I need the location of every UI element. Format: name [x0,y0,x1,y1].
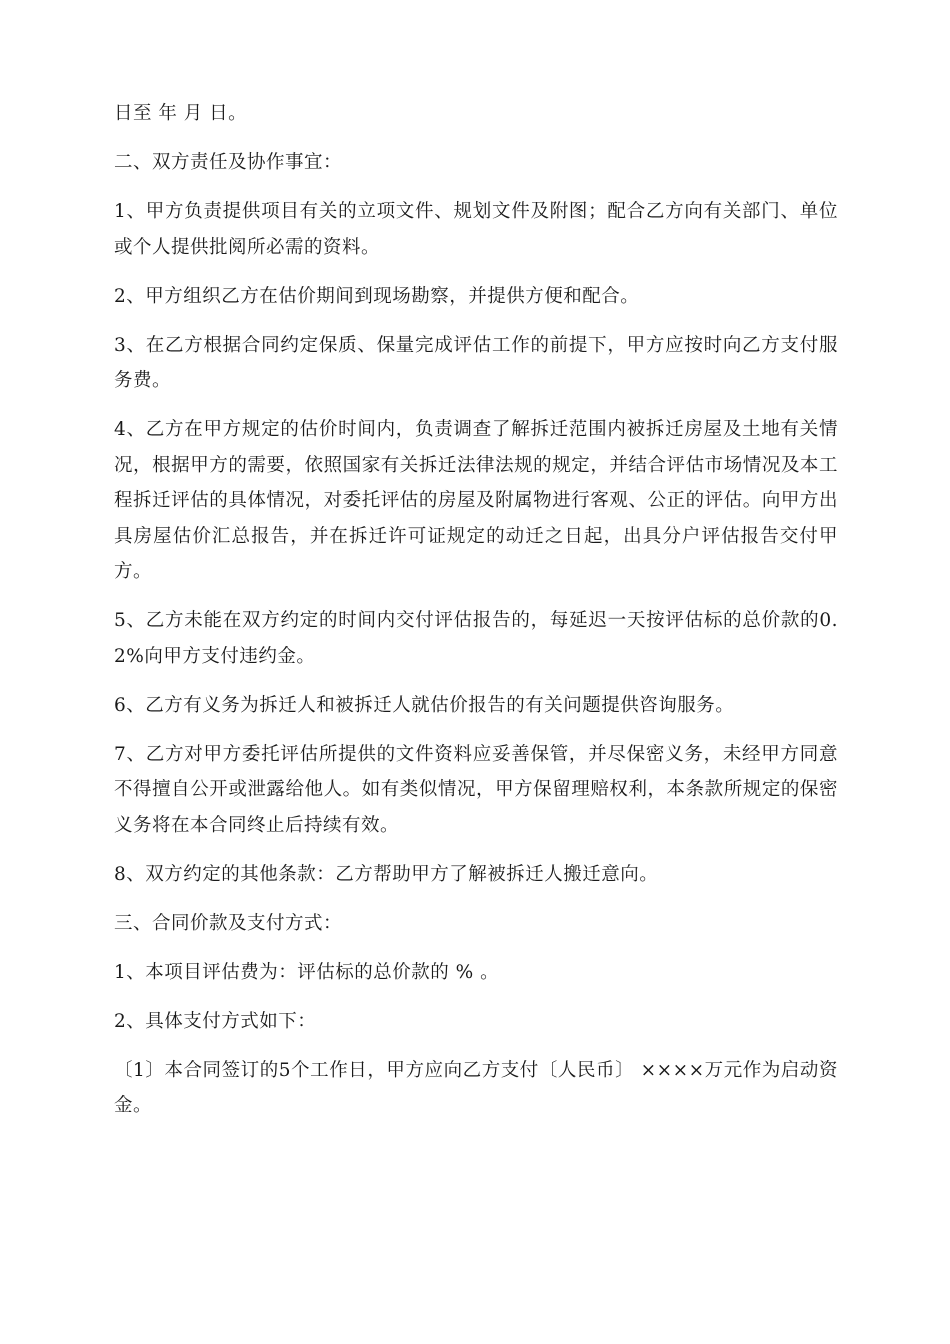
clause-3-1: 1、本项目评估费为：评估标的总价款的 % 。 [114,961,500,983]
clause-3-2: 2、具体支付方式如下： [114,1010,317,1032]
clause-2-2: 2、甲方组织乙方在估价期间到现场勘察，并提供方便和配合。 [114,285,640,307]
clause-2-8: 8、双方约定的其他条款：乙方帮助甲方了解被拆迁人搬迁意向。 [114,863,659,885]
clause-3-2-1: 〔1〕本合同签订的5个工作日，甲方应向乙方支付〔人民币〕 ××××万元作为启动资金。 [114,1059,838,1116]
clause-2-3: 3、在乙方根据合同约定保质、保量完成评估工作的前提下，甲方应按时向乙方支付服务费。 [114,334,838,391]
clause-2-1: 1、甲方负责提供项目有关的立项文件、规划文件及附图；配合乙方向有关部门、单位或个人提供批阅所必需的资料。 [114,201,838,258]
section-heading-responsibilities: 二、双方责任及协作事宜： [114,152,343,173]
clause-2-5: 5、乙方未能在双方约定的时间内交付评估报告的，每延迟一天按评估标的总价款的0.2%向甲方支付违约金。 [114,610,838,667]
paragraph-date-range: 日至 年 月 日。 [114,103,248,124]
clause-2-7: 7、乙方对甲方委托评估所提供的文件资料应妥善保管，并尽保密义务，未经甲方同意不得擅自公开或泄露给他人。如有类似情况，甲方保留理赔权利，本条款所规定的保密义务将在本合同终止后持续有效。 [114,743,838,836]
clause-2-4: 4、乙方在甲方规定的估价时间内，负责调查了解拆迁范围内被拆迁房屋及土地有关情况，根据甲方的需要，依照国家有关拆迁法律法规的规定，并结合评估市场情况及本工程拆迁评估的具体情况，对委托评估的房屋及附属物进行客观、公正的评估。向甲方出具房屋估价汇总报告，并在拆迁许可证规定的动迁之日起，出具分户评估报告交付甲方。 [114,419,838,582]
section-heading-payment: 三、合同价款及支付方式： [114,912,343,934]
clause-2-6: 6、乙方有义务为拆迁人和被拆迁人就估价报告的有关问题提供咨询服务。 [114,694,735,716]
document-body [114,96,838,1137]
